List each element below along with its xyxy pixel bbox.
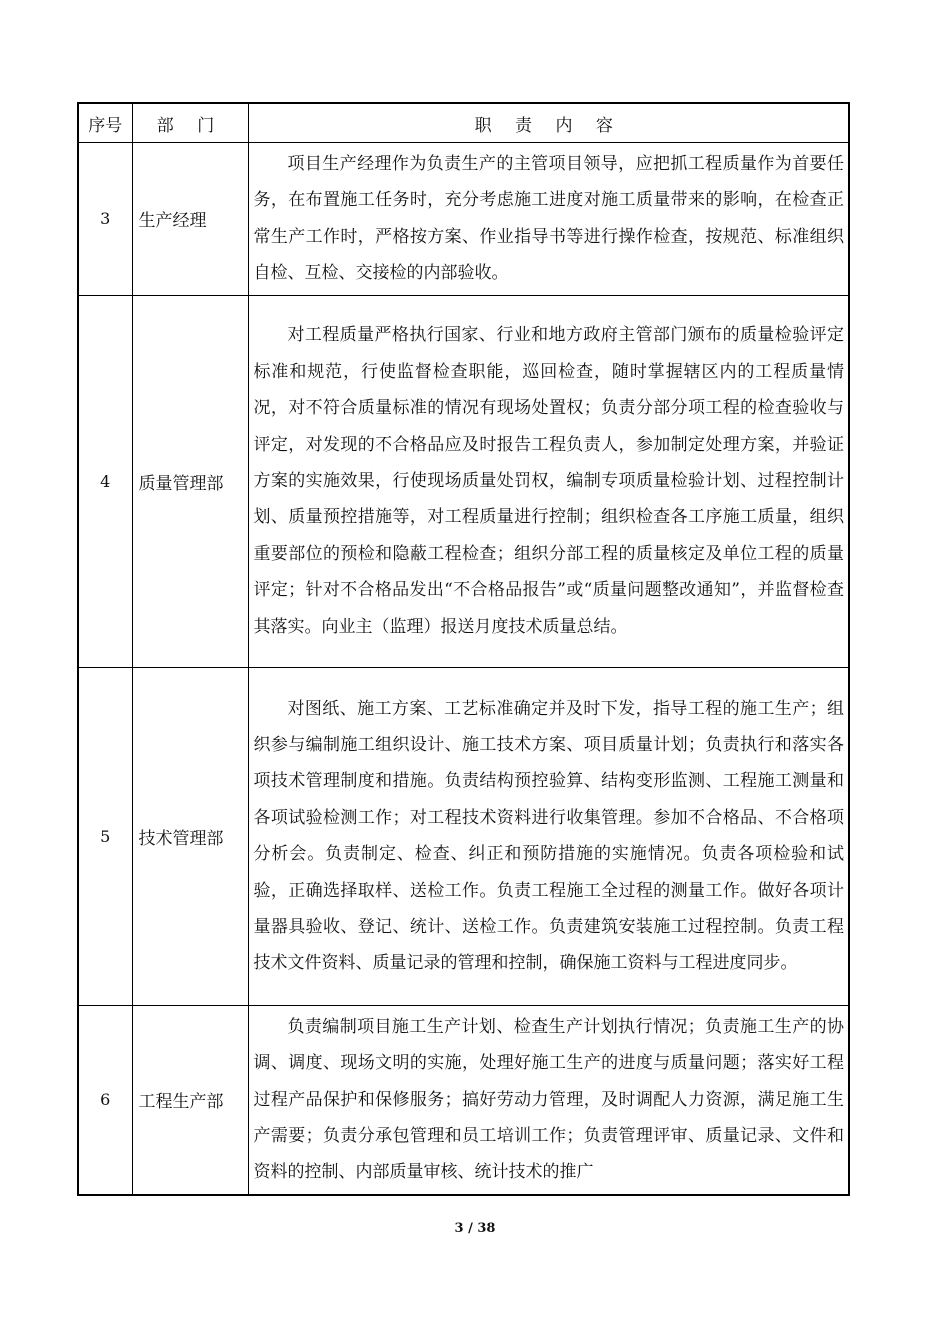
row-duty: 负责编制项目施工生产计划、检查生产计划执行情况；负责施工生产的协调、调度、现场文明的实施，处理好施工生产的进度与质量问题；落实好工程过程产品保护和保修服务；搞好劳动力管理，及时调配人力资源，满足施工生产需要；负责分承包管理和员工培训工作；负责管理评审、质量记录、文件和资料的控制、内部质量审核、统计技术的推广 — [248, 1005, 849, 1195]
row-duty: 对图纸、施工方案、工艺标准确定并及时下发，指导工程的施工生产；组织参与编制施工组织设计、施工技术方案、项目质量计划；负责执行和落实各项技术管理制度和措施。负责结构预控验算、结构变形监测、工程施工测量和各项试验检测工作；对工程技术资料进行收集管理。参加不合格品、不合格项分析会。负责制定、检查、纠正和预防措施的实施情况。负责各项检验和试验，正确选择取样、送检工作。负责工程施工全过程的测量工作。做好各项计量器具验收、登记、统计、送检工作。负责建筑安装施工过程控制。负责工程技术文件资料、质量记录的管理和控制，确保施工资料与工程进度同步。 — [248, 667, 849, 1005]
table-row — [78, 667, 849, 1005]
row-number: 4 — [78, 295, 132, 667]
row-department: 生产经理 — [132, 143, 248, 296]
row-number: 3 — [78, 143, 132, 296]
page-number: 3 / 38 — [454, 1221, 496, 1236]
header-dept: 部 门 — [132, 103, 248, 143]
row-department: 质量管理部 — [132, 295, 248, 667]
row-department: 工程生产部 — [132, 1005, 248, 1195]
row-duty: 对工程质量严格执行国家、行业和地方政府主管部门颁布的质量检验评定标准和规范，行使监督检查职能，巡回检查，随时掌握辖区内的工程质量情况，对不符合质量标准的情况有现场处置权；负责分部分项工程的检查验收与评定，对发现的不合格品应及时报告工程负责人，参加制定处理方案，并验证方案的实施效果，行使现场质量处罚权，编制专项质量检验计划、过程控制计划、质量预控措施等，对工程质量进行控制；组织检查各工序施工质量，组织重要部位的预检和隐蔽工程检查；组织分部工程的质量核定及单位工程的质量评定；针对不合格品发出“不合格品报告”或“质量问题整改通知”，并监督检查其落实。向业主（监理）报送月度技术质量总结。 — [248, 295, 849, 667]
table-header-row — [78, 103, 849, 143]
row-duty: 项目生产经理作为负责生产的主管项目领导，应把抓工程质量作为首要任务，在布置施工任务时，充分考虑施工进度对施工质量带来的影响，在检查正常生产工作时，严格按方案、作业指导书等进行操作检查，按规范、标准组织自检、互检、交接检的内部验收。 — [248, 143, 849, 296]
table-row — [78, 143, 849, 296]
row-department: 技术管理部 — [132, 667, 248, 1005]
row-number: 6 — [78, 1005, 132, 1195]
header-duty: 职 责 内 容 — [248, 103, 849, 143]
header-no: 序号 — [78, 103, 132, 143]
table-row — [78, 295, 849, 667]
responsibility-table — [77, 102, 850, 1196]
table-row — [78, 1005, 849, 1195]
row-number: 5 — [78, 667, 132, 1005]
